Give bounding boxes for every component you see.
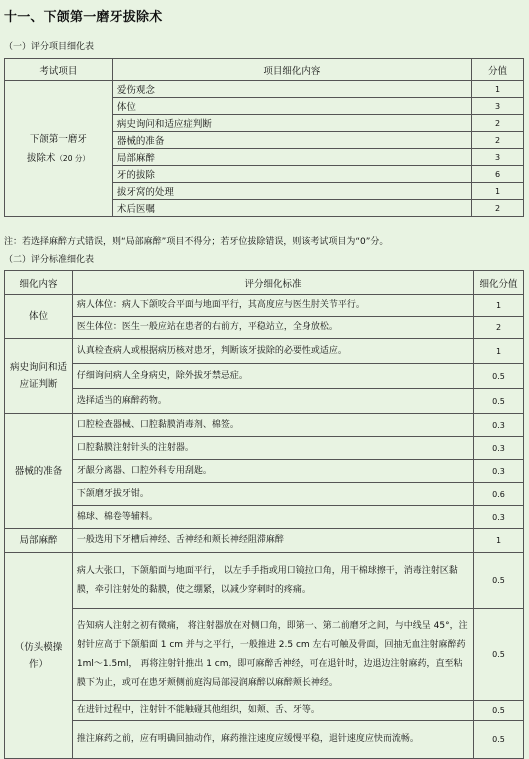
detail-score: 0.3: [474, 506, 524, 529]
detail-score: 0.3: [474, 414, 524, 437]
item-content: 牙的拔除: [112, 166, 471, 183]
scoring-standard: 认真检查病人或根据病历核对患牙，判断该牙拔除的必要性或适应。: [72, 339, 473, 364]
scoring-standard: 病人大张口，下颌船面与地面平行， 以左手手指或用口镜拉口角，用干棉球擦干，消毒注射区黏膜，牵引注射处的黏膜，使之绷紧，以减少穿刺时的疼痛。: [72, 553, 473, 609]
column-header: 细化内容: [5, 271, 73, 295]
item-score: 3: [472, 149, 524, 166]
detail-score: 0.5: [474, 389, 524, 414]
scoring-standard: 一般选用下牙槽后神经、舌神经和颊长神经阻滞麻醉: [72, 529, 473, 553]
table-row: [5, 460, 524, 483]
table-row: [5, 317, 524, 339]
detail-score: 2: [474, 317, 524, 339]
detail-score: 0.5: [474, 609, 524, 701]
item-score: 1: [472, 183, 524, 200]
table-row: [5, 339, 524, 364]
detail-score: 0.5: [474, 701, 524, 721]
table-row: [5, 701, 524, 721]
scoring-items-table: [4, 58, 524, 217]
table-row: [5, 364, 524, 389]
item-score: 3: [472, 98, 524, 115]
detail-score: 1: [474, 295, 524, 317]
item-score: 1: [472, 81, 524, 98]
table-row: [5, 389, 524, 414]
item-content: 拔牙窝的处理: [112, 183, 471, 200]
table-row: [5, 609, 524, 701]
scoring-standard: 口腔检查器械、口腔黏膜消毒剂、棉签。: [72, 414, 473, 437]
table-row: [5, 483, 524, 506]
scoring-standard: 下颌磨牙拔牙钳。: [72, 483, 473, 506]
table-row: [5, 295, 524, 317]
scoring-standard: 告知病人注射之初有微痛， 将注射器放在对侧口角，即第一、第二前磨牙之间，与中线呈 45°，注射针应高于下颌船面 1 cm 并与之平行，一般推进 2.5 cm 左右可触及骨面，回抽无血注射麻醉药 1ml～1.5ml， 再将注射针推出 1 cm，即可麻醉舌神经，可在退针时，边退边注射麻药，直至粘膜下为止，或可在患牙颊侧前庭沟局部浸润麻醉以麻醉颊长神经。: [72, 609, 473, 701]
project-name-line2: [9, 149, 108, 168]
item-score: 2: [472, 200, 524, 217]
column-header: 项目细化内容: [112, 59, 471, 81]
section-heading-1: （一）评分项目细化表: [4, 42, 95, 52]
detail-score: 0.6: [474, 483, 524, 506]
detail-item: 体位: [5, 295, 73, 339]
table-header-row: [5, 59, 524, 81]
scoring-standard: 病人体位：病人下颌咬合平面与地面平行，其高度应与医生肘关节平行。: [72, 295, 473, 317]
item-content: 病史询问和适应症判断: [112, 115, 471, 132]
scoring-standard: 仔细询问病人全身病史，除外拔牙禁忌症。: [72, 364, 473, 389]
item-score: 2: [472, 115, 524, 132]
scoring-standard: 牙龈分离器、口腔外科专用刮匙。: [72, 460, 473, 483]
project-name: 拔除术: [26, 152, 56, 164]
detail-score: 0.3: [474, 437, 524, 460]
detail-item: （仿头模操作）: [5, 553, 73, 759]
detail-score: 0.5: [474, 364, 524, 389]
table-row: [5, 506, 524, 529]
detail-item: 局部麻醉: [5, 529, 73, 553]
table-row: [5, 81, 524, 98]
item-content: 体位: [112, 98, 471, 115]
scoring-standards-table: [4, 270, 524, 759]
project-name-line1: 下颌第一磨牙: [29, 133, 87, 145]
exam-project-cell: [5, 81, 113, 217]
scoring-standard: 口腔黏膜注射针头的注射器。: [72, 437, 473, 460]
table-header-row: [5, 271, 524, 295]
scoring-standard: 推注麻药之前，应有明确回抽动作，麻药推注速度应缓慢平稳，退针速度应快而流畅。: [72, 721, 473, 759]
item-score: 2: [472, 132, 524, 149]
item-content: 术后医嘱: [112, 200, 471, 217]
scoring-standard: 选择适当的麻醉药物。: [72, 389, 473, 414]
scoring-standard: 医生体位：医生一般应站在患者的右前方，平稳站立，全身放松。: [72, 317, 473, 339]
project-total-score: （20 分）: [55, 153, 90, 163]
item-content: 局部麻醉: [112, 149, 471, 166]
detail-item: 器械的准备: [5, 414, 73, 529]
page-title: 十一、下颌第一磨牙拔除术: [4, 10, 163, 25]
item-content: 器械的准备: [112, 132, 471, 149]
detail-score: 0.3: [474, 460, 524, 483]
detail-score: 1: [474, 529, 524, 553]
table-row: [5, 437, 524, 460]
detail-score: 0.5: [474, 721, 524, 759]
detail-score: 0.5: [474, 553, 524, 609]
scoring-note: 注：若选择麻醉方式错误，则“局部麻醉”项目不得分；若牙位拔除错误，则该考试项目为“0”分。: [4, 237, 389, 247]
item-content: 爱伤观念: [112, 81, 471, 98]
detail-item: 病史询问和适应证判断: [5, 339, 73, 414]
item-score: 6: [472, 166, 524, 183]
table-row: [5, 529, 524, 553]
column-header: 评分细化标准: [72, 271, 473, 295]
scoring-standard: 棉球、棉卷等辅料。: [72, 506, 473, 529]
detail-score: 1: [474, 339, 524, 364]
column-header: 考试项目: [5, 59, 113, 81]
table-row: [5, 553, 524, 609]
column-header: 分值: [472, 59, 524, 81]
section-heading-2: （二）评分标准细化表: [4, 255, 95, 265]
column-header: 细化分值: [474, 271, 524, 295]
scoring-standard: 在进针过程中，注射针不能触碰其他组织，如颊、舌、牙等。: [72, 701, 473, 721]
table-row: [5, 414, 524, 437]
